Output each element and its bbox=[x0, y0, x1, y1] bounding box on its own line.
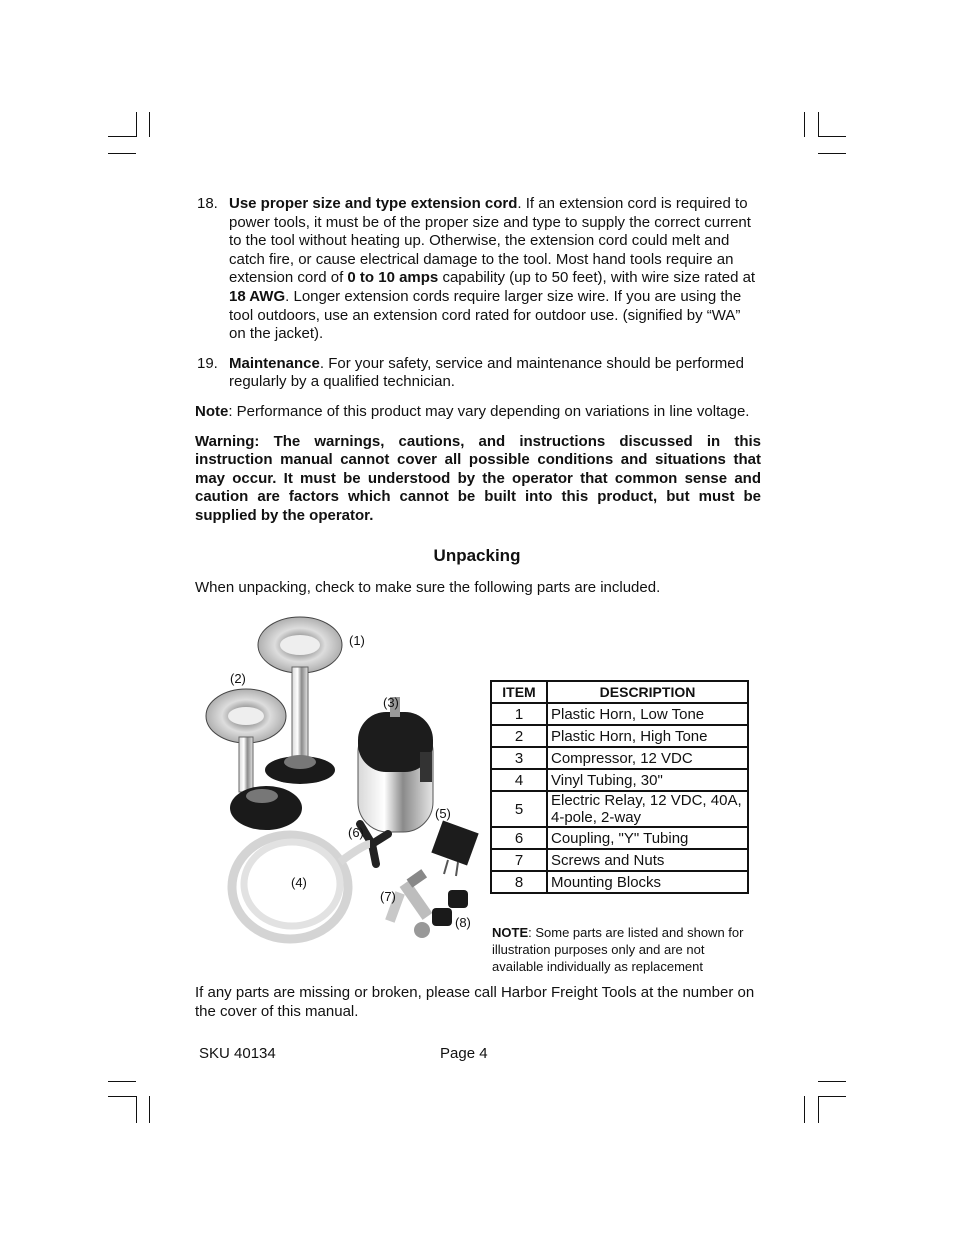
item-number: 19. bbox=[197, 354, 218, 372]
callout-5: (5) bbox=[435, 806, 451, 821]
voltage-note: Note: Performance of this product may vary depending on variations in line voltage. bbox=[195, 402, 750, 420]
table-row: 8 Mounting Blocks bbox=[491, 871, 748, 893]
item-title: Use proper size and type extension cord bbox=[229, 195, 518, 212]
unpacking-intro: When unpacking, check to make sure the following parts are included. bbox=[195, 579, 661, 596]
table-row: 3 Compressor, 12 VDC bbox=[491, 747, 748, 769]
table-row: 4 Vinyl Tubing, 30" bbox=[491, 769, 748, 791]
footer-sku: SKU 40134 bbox=[199, 1045, 276, 1062]
section-heading: Unpacking bbox=[433, 546, 521, 565]
instruction-item-19: 19. Maintenance. For your safety, service and maintenance should be performed regularly by a qualified technician. bbox=[197, 354, 744, 391]
electric-relay bbox=[431, 821, 478, 876]
parts-photo bbox=[200, 612, 490, 957]
callout-7: (7) bbox=[380, 889, 396, 904]
table-row: 7 Screws and Nuts bbox=[491, 849, 748, 871]
compressor bbox=[358, 697, 433, 832]
parts-illustration bbox=[200, 612, 490, 957]
column-header-description: DESCRIPTION bbox=[547, 681, 748, 703]
item-number: 18. bbox=[197, 195, 218, 212]
table-row: 5 Electric Relay, 12 VDC, 40A, 4-pole, 2-way bbox=[491, 791, 748, 827]
table-row: 1 Plastic Horn, Low Tone bbox=[491, 703, 748, 725]
item-title: Maintenance bbox=[229, 354, 320, 372]
callout-4: (4) bbox=[291, 875, 307, 890]
missing-parts-paragraph: If any parts are missing or broken, please call Harbor Freight Tools at the number on the cover of this manual. bbox=[195, 984, 755, 1020]
warning-paragraph: Warning: The warnings, cautions, and instructions discussed in this instruction manual cannot cover all possible conditions and situations that may occur. It must be understood by the operator that common sense and caution are factors which cannot be built into this product, but must be supplied by the operator. bbox=[195, 432, 761, 524]
safety-instructions bbox=[195, 195, 761, 526]
callout-2: (2) bbox=[230, 671, 246, 686]
table-row: 2 Plastic Horn, High Tone bbox=[491, 725, 748, 747]
table-note: NOTE: Some parts are listed and shown for illustration purposes only and are not available individually as replacement bbox=[492, 925, 744, 974]
footer-page-number: Page 4 bbox=[440, 1045, 488, 1062]
callout-1: (1) bbox=[349, 633, 365, 648]
table-header-row bbox=[491, 681, 748, 703]
callout-8: (8) bbox=[455, 915, 471, 930]
callout-3: (3) bbox=[383, 695, 399, 710]
column-header-item: ITEM bbox=[491, 681, 547, 703]
instruction-item-18: 18. Use proper size and type extension cord. If an extension cord is required to power tools, it must be of the proper size and type to supply the correct current to the tool without heating up. Otherwise, the extension cord could melt and catch fire, or cause electrical damage to the tool. Most hand tools require an extension cord of 0 to 10 amps capability (up to 50 feet), with wire size rated at 18 AWG. Longer extension cords require larger size wire. If you are using the tool outdoors, use an extension cord rated for outdoor use. (signified by “WA” on the jacket). bbox=[197, 195, 756, 343]
parts-table bbox=[490, 680, 749, 894]
callout-6: (6) bbox=[348, 825, 364, 840]
table-row: 6 Coupling, "Y" Tubing bbox=[491, 827, 748, 849]
